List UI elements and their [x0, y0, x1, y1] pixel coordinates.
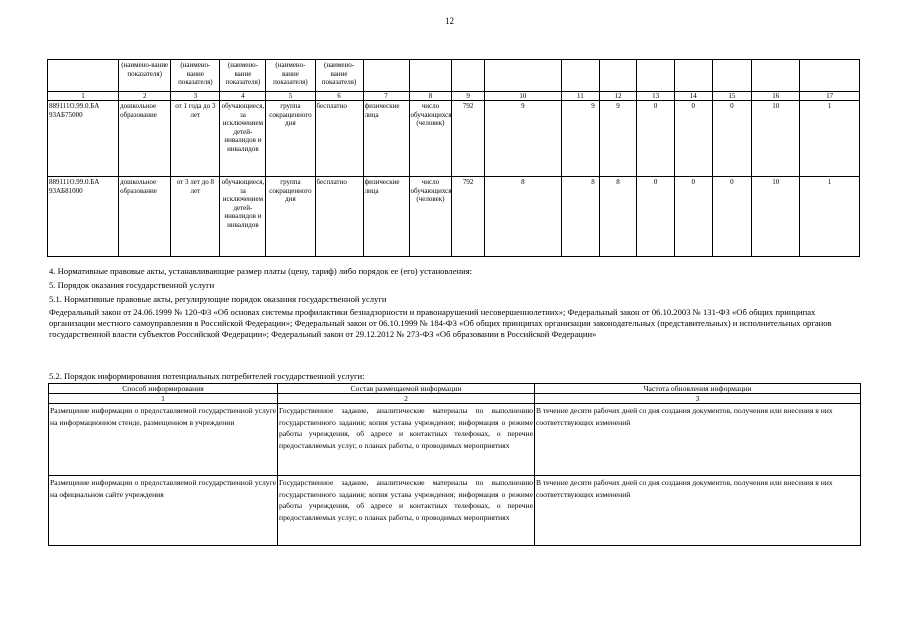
service-volume-table [47, 59, 860, 257]
column-header: Частота обновления информации [535, 384, 861, 394]
section-5-2-heading: 5.2. Порядок информирования потенциальных потребителей государственной услуги: [49, 371, 365, 381]
info-content: Государственное задание, аналитические материалы по выполнению государственного задания; копия устава учреждения; информация о режиме работы учреждения, об адресе и контактных телефонах, о перечне предоставляемых услуг, о планах работы, о проводимых мероприятиях [278, 404, 535, 476]
value-cell: 1 [800, 101, 860, 177]
value-cell: 0 [674, 177, 712, 257]
indicator-name: число обучающихся (человек) [409, 101, 452, 177]
value-cell: 9 [562, 101, 600, 177]
section-5-heading: 5. Порядок оказания государственной услуги [49, 280, 215, 290]
value-cell: 1 [800, 177, 860, 257]
column-number: 14 [674, 92, 712, 101]
update-frequency: В течение десяти рабочих дней со дня создания документов, получения или внесения в них соответствующих изменений [535, 476, 861, 546]
group-type: группа сокращенного дня [266, 177, 315, 257]
student-category: обучающиеся, за исключением детей-инвалидов и инвалидов [220, 101, 266, 177]
table-row [48, 177, 860, 257]
column-header: Состав размещаемой информации [278, 384, 535, 394]
information-table [48, 383, 861, 546]
table-subheader-row [48, 60, 860, 92]
column-number: 11 [562, 92, 600, 101]
person-type: физические лица [363, 177, 409, 257]
column-number: 1 [49, 394, 278, 404]
column-number: 17 [800, 92, 860, 101]
column-number: 6 [315, 92, 363, 101]
okei-code: 792 [452, 101, 484, 177]
update-frequency: В течение десяти рабочих дней со дня создания документов, получения или внесения в них соответствующих изменений [535, 404, 861, 476]
student-category: обучающиеся, за исключением детей-инвалидов и инвалидов [220, 177, 266, 257]
section-4-heading: 4. Нормативные правовые акты, устанавливающие размер платы (цену, тариф) либо порядок ее (его) установления: [49, 266, 473, 276]
column-number: 2 [119, 92, 171, 101]
value-cell: 10 [752, 177, 800, 257]
subheader-cell: (наимено-вание показателя) [220, 60, 266, 92]
column-number: 16 [752, 92, 800, 101]
subheader-cell: (наимено-вание показателя) [266, 60, 315, 92]
page-number: 12 [445, 16, 454, 26]
subheader-cell: (наимено-вание показателя) [119, 60, 171, 92]
value-cell: 9 [599, 101, 637, 177]
column-number: 7 [363, 92, 409, 101]
info-content: Государственное задание, аналитические материалы по выполнению государственного задания; копия устава учреждения; информация о режиме работы учреждения, об адресе и контактных телефонах, о перечне предоставляемых услуг, о планах работы, о проводимых мероприятиях [278, 476, 535, 546]
column-number: 3 [171, 92, 220, 101]
okei-code: 792 [452, 177, 484, 257]
column-number: 8 [409, 92, 452, 101]
column-number: 3 [535, 394, 861, 404]
value-cell: 9 [484, 101, 561, 177]
value-cell: 10 [752, 101, 800, 177]
value-cell: 8 [484, 177, 561, 257]
column-number: 2 [278, 394, 535, 404]
column-number: 10 [484, 92, 561, 101]
column-header: Способ информирования [49, 384, 278, 394]
age-group: от 1 года до 3 лет [171, 101, 220, 177]
education-type: дошкольное образование [119, 101, 171, 177]
table-row [49, 476, 861, 546]
value-cell: 0 [712, 177, 752, 257]
column-number: 4 [220, 92, 266, 101]
age-group: от 3 лет до 8 лет [171, 177, 220, 257]
group-type: группа сокращенного дня [266, 101, 315, 177]
column-number: 15 [712, 92, 752, 101]
education-type: дошкольное образование [119, 177, 171, 257]
table-row [49, 404, 861, 476]
payment-type: бесплатно [315, 101, 363, 177]
registry-code: 889111О.99.0.БА 93АБ75000 [48, 101, 119, 177]
table-row [48, 101, 860, 177]
column-number-row [48, 92, 860, 101]
value-cell: 0 [637, 101, 675, 177]
payment-type: бесплатно [315, 177, 363, 257]
value-cell: 0 [712, 101, 752, 177]
section-5-1-heading: 5.1. Нормативные правовые акты, регулирующие порядок оказания государственной услуги [49, 294, 387, 304]
column-number: 5 [266, 92, 315, 101]
info-method: Размещение информации о предоставляемой государственной услуге на официальном сайте учреждения [49, 476, 278, 546]
column-number-row [49, 394, 861, 404]
value-cell: 8 [599, 177, 637, 257]
value-cell: 0 [637, 177, 675, 257]
info-method: Размещение информации о предоставляемой государственной услуге на информационном стенде, размещенном в учреждении [49, 404, 278, 476]
subheader-cell: (наимено-вание показателя) [171, 60, 220, 92]
indicator-name: число обучающихся (человек) [409, 177, 452, 257]
value-cell: 8 [562, 177, 600, 257]
registry-code: 889111О.99.0.БА 93АБ81000 [48, 177, 119, 257]
person-type: физические лица [363, 101, 409, 177]
column-number: 1 [48, 92, 119, 101]
section-5-1-body: Федеральный закон от 24.06.1999 № 120-ФЗ «Об основах системы профилактики безнадзорности и правонарушений несовершеннолетних»; Федеральный закон от 06.10.2003 № 131-ФЗ «Об общих принципах организации местного самоуправления в Российской Федерации»; Федеральный закон от 06.10.1999 № 184-ФЗ «Об общих принципах организации законодательных (представительных) и исполнительных органов государственной власти субъектов Российской Федерации»; Федеральный закон от 29.12.2012 № 273-ФЗ «Об образовании в Российской Федерации» [49, 307, 832, 339]
subheader-cell: (наимено-вание показателя) [315, 60, 363, 92]
value-cell: 0 [674, 101, 712, 177]
column-number: 9 [452, 92, 484, 101]
column-number: 12 [599, 92, 637, 101]
table-header-row [49, 384, 861, 394]
column-number: 13 [637, 92, 675, 101]
